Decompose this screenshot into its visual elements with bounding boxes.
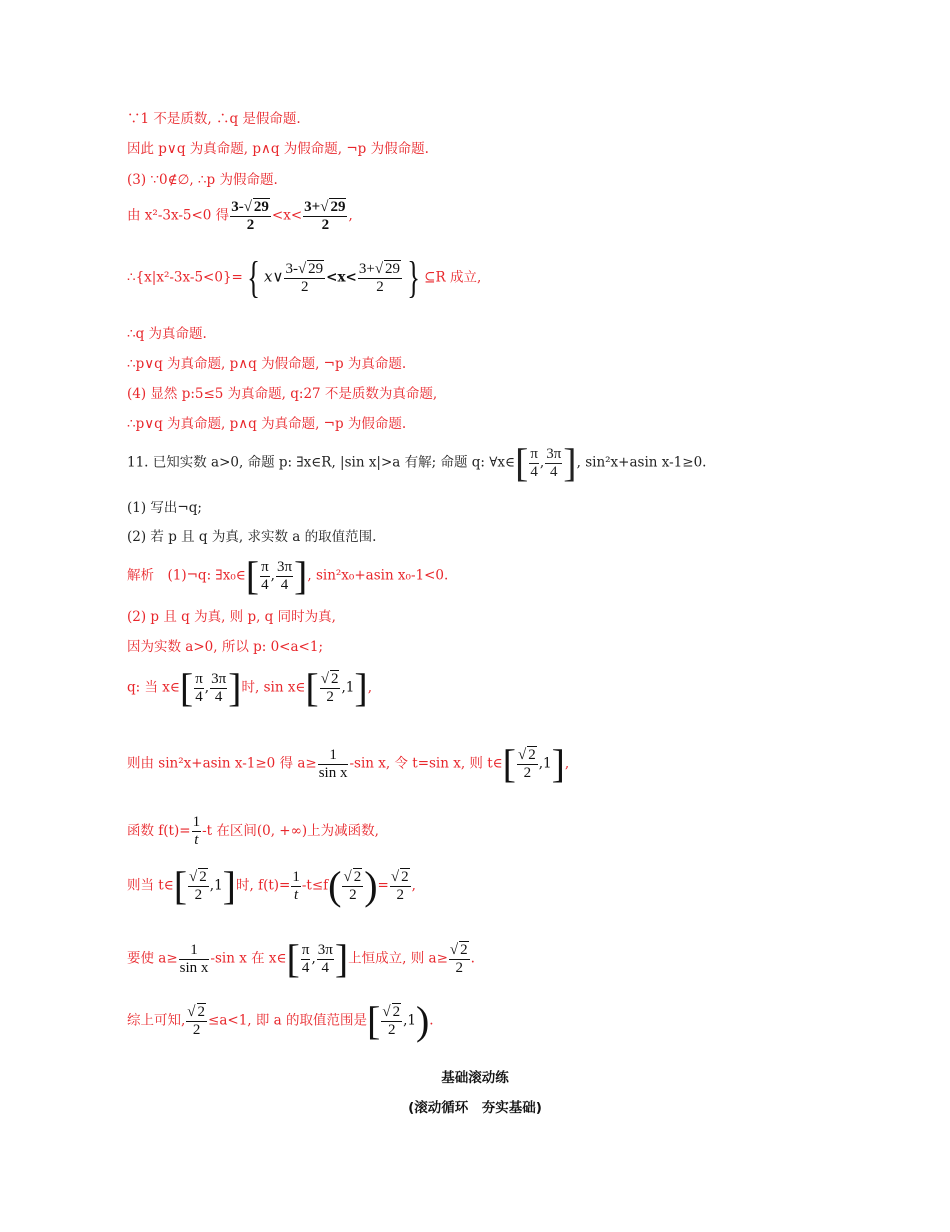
text-line: 因此 p∨q 为真命题, p∧q 为假命题, ¬p 为假命题. xyxy=(127,141,429,157)
fraction: $\frac{3+√ 29}{2}$ xyxy=(358,261,401,295)
fraction: $\frac{3+√ 29}{2}$ xyxy=(304,199,346,233)
solution-line: 综上可知, $\frac{√ 2}{2}$ ≤a<1, 即 a 的取值范围是[ $\frac{√ 2}{2}$ ,1). xyxy=(127,998,434,1043)
right-brace: } xyxy=(407,253,420,302)
solution-line: 因为实数 a>0, 所以 p: 0<a<1; xyxy=(127,639,323,655)
fraction: $\frac{\pi}{4}$ xyxy=(530,445,538,480)
solution-line: 要使 a≥ $\frac{1}{\text{sin x}}$ -sin x 在 x∈[ $\frac{\pi}{4}$ , $\frac{3\pi}{4}$ ]上恒成立, 则 a≥ $\frac{√ 2}{2}$ . xyxy=(127,936,475,981)
question-11-part-2: (2) 若 p 且 q 为真, 求实数 a 的取值范围. xyxy=(127,529,377,545)
fraction: $\frac{3-√ 29}{2}$ xyxy=(285,261,324,295)
set-line: ∴{x|x²-3x-5<0}={ x∨ $\frac{3-√ 29}{2}$ <x< $\frac{3+√ 29}{2}$ } ⊆R 成立, xyxy=(127,253,482,302)
section-subtitle: (滚动循环 夯实基础) xyxy=(408,1100,542,1116)
text-line: ∴p∨q 为真命题, p∧q 为假命题, ¬p 为真命题. xyxy=(127,356,407,372)
inequality-line: 由 x²-3x-5<0 得 $\frac{3-√ 29}{2}$ <x< $\frac{3+√ 29}{2}$ , xyxy=(127,199,353,233)
solution-line: 则当 t∈[ $\frac{√ 2}{2}$ ,1]时, f(t)= $\frac{1}{t}$ -t≤f( $\frac{√ 2}{2}$ )= $\frac{√ 2}{2}$ , xyxy=(127,863,416,908)
text-line: ∵1 不是质数, ∴q 是假命题. xyxy=(127,111,301,127)
solution-line: 解析 (1)¬q: ∃x₀∈[ $\frac{\pi}{4}$ , $\frac{3\pi}{4}$ ], sin²x₀+asin x₀-1<0. xyxy=(127,553,449,598)
solution-line: (2) p 且 q 为真, 则 p, q 同时为真, xyxy=(127,609,336,625)
fraction: $\frac{3\pi}{4}$ xyxy=(546,445,562,480)
solution-line: 函数 f(t)= $\frac{1}{t}$ -t 在区间(0, +∞)上为减函数, xyxy=(127,814,379,848)
text-line: (4) 显然 p:5≤5 为真命题, q:27 不是质数为真命题, xyxy=(127,386,438,402)
question-11: 11. 已知实数 a>0, 命题 p: ∃x∈R, |sin x|>a 有解; 命题 q: ∀x∈[ $\frac{\pi}{4}$ , $\frac{3\pi}{4}$ ], sin²x+asin x-1≥0. xyxy=(127,440,707,485)
solution-line: 则由 sin²x+asin x-1≥0 得 a≥ $\frac{1}{\text{sin x}}$ -sin x, 令 t=sin x, 则 t∈[ $\frac{√ 2}{2}$ ,1], xyxy=(127,741,570,786)
text-line: ∴q 为真命题. xyxy=(127,326,207,342)
text: <x< xyxy=(271,207,303,224)
text-line: (3) ∵0∉∅, ∴p 为假命题. xyxy=(127,172,278,188)
left-brace: { xyxy=(247,253,260,302)
text: ⊆R 成立, xyxy=(424,269,482,286)
question-11-part-1: (1) 写出¬q; xyxy=(127,500,202,516)
text: ∴{x|x²-3x-5<0}= xyxy=(127,269,243,286)
section-title: 基础滚动练 xyxy=(441,1070,509,1086)
solution-line: q: 当 x∈[ $\frac{\pi}{4}$ , $\frac{3\pi}{4}$ ]时, sin x∈[ $\frac{√ 2}{2}$ ,1], xyxy=(127,665,372,710)
text: 由 x²-3x-5<0 得 xyxy=(127,207,230,224)
fraction: $\frac{3-√ 29}{2}$ xyxy=(231,199,269,233)
text-line: ∴p∨q 为真命题, p∧q 为真命题, ¬p 为假命题. xyxy=(127,416,407,432)
